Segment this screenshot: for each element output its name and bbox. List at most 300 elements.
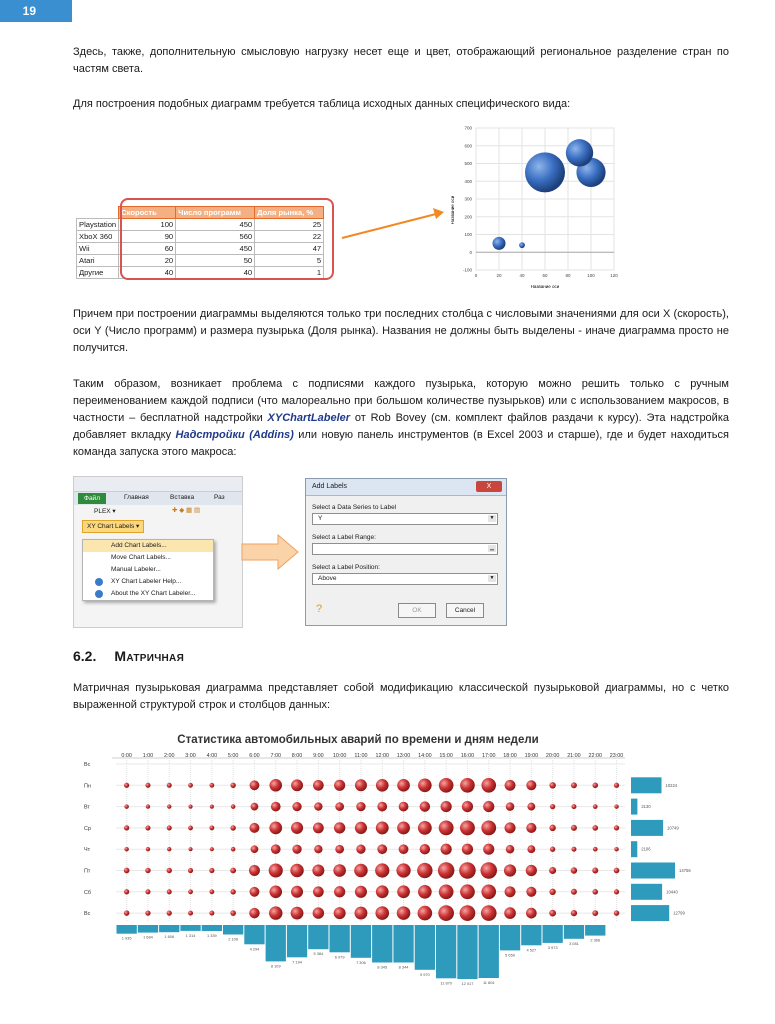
matrix-bubble: [375, 863, 389, 877]
day-total-label: 2130: [641, 804, 651, 810]
hour-label: 4:00: [206, 753, 218, 759]
chevron-down-icon: ▼: [489, 575, 495, 581]
hour-label: 7:00: [270, 753, 281, 759]
table-header: Скорость: [119, 207, 176, 219]
hour-label: 23:00: [609, 753, 624, 759]
row-name: XboX 360: [77, 231, 119, 243]
x-tick-label: 0: [474, 273, 478, 278]
cell: 100: [119, 219, 176, 231]
close-button[interactable]: X: [476, 481, 502, 492]
help-icon: [95, 578, 103, 586]
position-label: Select a Label Position:: [312, 564, 380, 571]
menu-label: Manual Labeler...: [111, 566, 161, 573]
chevron-down-icon: ▼: [489, 515, 495, 521]
y-tick-label: 100: [464, 232, 472, 237]
cell: 22: [255, 231, 324, 243]
day-total-label: 14756: [679, 868, 691, 873]
day-label: Ср: [84, 825, 91, 832]
matrix-bubble: [505, 886, 516, 897]
matrix-bubble: [526, 908, 537, 919]
matrix-bubble: [188, 805, 192, 809]
matrix-bubble: [377, 844, 387, 854]
matrix-bubble: [483, 801, 494, 812]
day-total-bar: [631, 820, 663, 836]
paragraph-5: Матричная пузырьковая диаграмма представляет собой модификацию классической пузырьковой диаграммы, но с четко выраженной структурой строк и столбцов данных:: [73, 682, 729, 711]
matrix-bubble: [592, 889, 598, 895]
matrix-bubble: [333, 864, 346, 877]
x-tick-label: 20: [496, 273, 502, 278]
hour-total-label: 11 870: [440, 980, 452, 986]
day-total-bar: [631, 799, 637, 815]
matrix-bubble: [593, 804, 598, 809]
cell: 25: [255, 219, 324, 231]
x-tick-label: 80: [565, 273, 571, 278]
matrix-bubble: [418, 779, 432, 793]
x-tick-label: 100: [587, 273, 595, 278]
hour-total-bar: [415, 925, 435, 970]
matrix-bubble: [210, 847, 214, 851]
info-icon: [95, 590, 103, 598]
series-value: Y: [318, 515, 323, 522]
matrix-bubble: [481, 905, 497, 921]
matrix-bubble: [269, 863, 283, 877]
matrix-bubble: [399, 844, 409, 854]
day-label: Вс: [84, 762, 91, 768]
day-label: Чт: [84, 847, 91, 854]
day-label: Пн: [84, 783, 91, 790]
hour-label: 20:00: [545, 753, 560, 759]
table-header: Число программ: [176, 207, 255, 219]
matrix-bubble: [188, 825, 193, 830]
hour-label: 6:00: [249, 753, 260, 759]
hour-total-bar: [138, 925, 158, 933]
matrix-bubble: [481, 884, 496, 899]
hour-total-label: 1 606: [164, 934, 175, 940]
table-header: Доля рынка, %: [255, 207, 324, 219]
matrix-bubble: [145, 868, 150, 873]
cell: 1: [255, 267, 324, 279]
matrix-bubble-chart: [74, 726, 714, 1024]
hour-label: 21:00: [567, 753, 581, 759]
row-name: Другие: [77, 267, 119, 279]
hour-total-label: 5 384: [313, 951, 324, 957]
matrix-bubble: [549, 782, 555, 788]
hour-total-label: 1 339: [206, 933, 217, 938]
matrix-bubble: [376, 885, 389, 898]
row-name: Atari: [77, 255, 119, 267]
matrix-bubble: [441, 844, 452, 855]
cell: 40: [176, 267, 255, 279]
hour-label: 11:00: [354, 753, 368, 759]
matrix-bubble: [376, 821, 389, 834]
matrix-bubble: [209, 889, 214, 894]
day-total-bar: [631, 777, 662, 793]
menu-manual-labeler[interactable]: [83, 564, 213, 576]
hour-total-bar: [330, 925, 350, 952]
position-value: Above: [318, 575, 337, 582]
matrix-bubble: [571, 910, 577, 916]
matrix-bubble: [355, 907, 368, 920]
y-axis-label: Название оси: [450, 195, 455, 225]
hour-total-bar: [564, 925, 584, 939]
matrix-bubble: [527, 803, 535, 811]
matrix-bubble: [209, 783, 214, 788]
matrix-bubble: [614, 910, 619, 915]
hour-total-label: 11 804: [482, 980, 495, 985]
hour-total-bar: [287, 925, 307, 957]
cancel-button[interactable]: Cancel: [446, 603, 484, 618]
hour-total-label: 9 970: [419, 971, 430, 977]
matrix-bubble: [335, 845, 344, 854]
xy-chart-labels-button[interactable]: XY Chart Labels ▾: [82, 520, 144, 533]
add-labels-dialog: [305, 478, 507, 626]
matrix-bubble: [231, 847, 236, 852]
x-axis-label: Название оси: [530, 284, 560, 289]
matrix-bubble: [334, 780, 345, 791]
matrix-bubble: [439, 820, 454, 835]
selection-highlight: [120, 198, 334, 280]
matrix-bubble: [571, 782, 577, 788]
hour-total-label: 3 973: [547, 944, 558, 950]
excel-menu-screenshot: [73, 476, 243, 628]
day-label: Вт: [84, 804, 90, 811]
hour-total-label: 2 366: [590, 937, 601, 943]
matrix-bubble: [526, 865, 537, 876]
matrix-bubble: [571, 889, 577, 895]
matrix-bubble: [526, 887, 536, 897]
hour-total-bar: [244, 925, 264, 944]
hour-label: 13:00: [396, 753, 411, 759]
matrix-bubble: [354, 864, 368, 878]
hour-total-bar: [202, 925, 222, 931]
matrix-bubble: [269, 886, 282, 899]
matrix-bubble: [145, 825, 150, 830]
matrix-bubble: [146, 847, 150, 851]
hour-total-bar: [436, 925, 456, 978]
matrix-bubble: [188, 868, 193, 873]
matrix-bubble: [124, 804, 128, 809]
hour-total-bar: [585, 925, 605, 936]
tab-insert[interactable]: Вставка: [170, 494, 195, 501]
hour-label: 1:00: [142, 753, 154, 759]
matrix-bubble: [167, 868, 172, 873]
hour-total-label: 2 106: [228, 936, 239, 942]
matrix-bubble: [230, 825, 235, 830]
hour-label: 10:00: [332, 753, 347, 759]
hour-label: 15:00: [439, 753, 453, 759]
text: от Rob Bovey (см. комплект файлов раздачи к курсу). Эта надстройка добавляет вкладку: [73, 412, 729, 441]
hour-total-bar: [117, 925, 137, 934]
menu-label: Move Chart Labels...: [111, 554, 171, 561]
matrix-bubble: [335, 802, 344, 811]
matrix-bubble: [334, 822, 345, 833]
matrix-bubble: [230, 868, 236, 874]
matrix-bubble: [462, 801, 473, 812]
matrix-bubble: [230, 783, 235, 788]
matrix-bubble: [459, 862, 476, 879]
matrix-bubble: [481, 821, 496, 836]
matrix-bubble: [549, 889, 555, 895]
matrix-bubble: [506, 845, 515, 854]
matrix-bubble: [356, 845, 365, 854]
hour-total-label: 1 935: [121, 935, 132, 941]
matrix-bubble: [146, 804, 150, 808]
arrow-right-icon: [340, 200, 450, 245]
cell: 47: [255, 243, 324, 255]
chart-title: Статистика автомобильных аварий по времени и дням недели: [177, 734, 539, 746]
cell: 90: [119, 231, 176, 243]
matrix-bubble: [614, 825, 619, 830]
matrix-bubble: [418, 906, 433, 921]
matrix-bubble: [250, 887, 260, 897]
y-tick-label: 500: [464, 161, 472, 166]
hour-label: 3:00: [185, 753, 196, 759]
hour-label: 16:00: [460, 753, 475, 759]
matrix-bubble: [526, 780, 536, 790]
x-tick-label: 60: [542, 273, 548, 278]
matrix-bubble: [314, 845, 322, 853]
cell: 5: [255, 255, 324, 267]
matrix-bubble: [504, 864, 516, 876]
matrix-bubble: [292, 845, 301, 854]
tab-file[interactable]: Файл: [78, 493, 106, 504]
x-tick-label: 120: [610, 273, 618, 278]
matrix-bubble: [549, 910, 556, 917]
matrix-bubble: [209, 868, 214, 873]
series-label: Select a Data Series to Label: [312, 504, 397, 511]
matrix-bubble: [460, 820, 475, 835]
hour-total-label: 6 079: [334, 954, 345, 960]
day-total-bar: [631, 905, 669, 921]
matrix-bubble: [592, 825, 598, 831]
hour-label: 18:00: [503, 753, 517, 759]
matrix-bubble: [397, 906, 411, 920]
day-total-label: 2106: [641, 846, 651, 852]
menu-move-chart-labels[interactable]: [83, 552, 213, 564]
paragraph-3: Причем при построении диаграммы выделяются только три последних столбца с числовыми значениями для оси X (скорость), оси Y (Число программ) и размера пузырька (Доля рынка). Названия не должны быть выделены - иначе диаграмма просто не получится.: [73, 308, 729, 354]
matrix-bubble: [355, 779, 367, 791]
matrix-bubble: [271, 844, 281, 854]
hour-total-label: 1 314: [185, 932, 196, 938]
text: Таким образом, возникает проблема с подписями каждого пузырька, которую можно решить только с ручным переименованием каждой подписи (что малореально при большом количестве пузырьков) или с использованием макросов, в частности – бесплатной надстройки: [73, 378, 729, 424]
tab-home[interactable]: Главная: [124, 494, 149, 501]
matrix-bubble: [399, 802, 409, 812]
matrix-bubble: [481, 862, 497, 878]
matrix-bubble: [124, 783, 129, 788]
matrix-bubble: [438, 862, 455, 879]
menu-about[interactable]: [83, 588, 213, 600]
xy-dropdown-menu: [82, 539, 214, 601]
matrix-bubble: [505, 780, 516, 791]
y-tick-label: 400: [464, 178, 472, 184]
paragraph-4: [73, 376, 729, 461]
hour-total-label: 12 017: [461, 981, 474, 986]
hour-total-bar: [180, 925, 200, 931]
hour-total-bar: [351, 925, 371, 958]
dialog-title: Add Labels: [306, 479, 506, 496]
matrix-bubble: [313, 907, 324, 918]
help-bulb-icon[interactable]: ?: [316, 603, 323, 615]
matrix-bubble: [230, 889, 235, 894]
matrix-bubble: [483, 844, 494, 855]
day-total-label: 10749: [667, 825, 679, 831]
matrix-bubble: [592, 867, 598, 873]
cell: 560: [176, 231, 255, 243]
matrix-bubble: [291, 907, 304, 920]
matrix-bubble: [291, 886, 303, 898]
matrix-bubble: [355, 822, 367, 834]
arrow-right-icon: [240, 532, 302, 572]
matrix-bubble: [506, 802, 515, 811]
day-total-bar: [631, 863, 675, 879]
matrix-bubble: [167, 804, 171, 808]
hour-total-label: 8 344: [398, 964, 409, 970]
bubble-другие: [519, 242, 525, 248]
matrix-bubble: [231, 804, 236, 809]
matrix-bubble: [396, 863, 410, 877]
hour-total-bar: [223, 925, 243, 935]
menu-add-chart-labels[interactable]: [83, 540, 213, 552]
matrix-bubble: [145, 783, 150, 788]
matrix-bubble: [614, 868, 620, 874]
matrix-bubble: [460, 778, 475, 793]
matrix-bubble: [614, 783, 619, 788]
matrix-bubble: [167, 783, 172, 788]
range-input[interactable]: [312, 543, 498, 555]
matrix-bubble: [292, 802, 301, 811]
day-total-label: 10224: [665, 782, 678, 788]
matrix-bubble: [571, 804, 576, 809]
matrix-bubble: [462, 844, 473, 855]
y-tick-label: 600: [464, 143, 472, 149]
range-picker-icon[interactable]: ▁: [488, 545, 496, 552]
matrix-bubble: [549, 867, 556, 874]
text: или новую панель инструментов (в Excel 2003 и старше), где и будет находиться команда запуска этого макроса:: [73, 429, 729, 458]
matrix-bubble: [313, 780, 324, 791]
addins-tab-name: Надстройки (Addins): [175, 429, 294, 441]
matrix-bubble: [505, 822, 516, 833]
matrix-bubble: [290, 864, 303, 877]
matrix-bubble: [124, 868, 130, 874]
matrix-bubble: [188, 889, 193, 894]
hour-total-label: 7 306: [356, 959, 366, 965]
matrix-bubble: [124, 910, 129, 916]
matrix-bubble: [592, 910, 598, 916]
matrix-bubble: [210, 805, 214, 809]
matrix-bubble: [417, 863, 432, 878]
hour-total-label: 4 527: [526, 947, 537, 953]
paragraph-1: Здесь, также, дополнительную смысловую нагрузку несет еще и цвет, отображающий региональное разделение стран по частям света.: [73, 46, 729, 75]
hour-total-bar: [393, 925, 413, 963]
row-name: Wii: [77, 243, 119, 255]
matrix-bubble: [571, 867, 578, 874]
cell: 50: [176, 255, 255, 267]
matrix-bubble: [314, 802, 322, 810]
matrix-bubble: [418, 885, 432, 899]
ok-button[interactable]: OK: [398, 603, 436, 618]
matrix-bubble: [571, 825, 577, 831]
hour-total-label: 8 109: [270, 963, 281, 969]
y-tick-label: 700: [464, 125, 472, 131]
matrix-bubble: [167, 910, 172, 915]
matrix-bubble: [167, 889, 172, 894]
hour-total-label: 5 659: [505, 952, 515, 958]
hour-total-bar: [372, 925, 392, 963]
matrix-bubble: [249, 908, 259, 918]
matrix-bubble: [124, 825, 129, 830]
matrix-bubble: [230, 910, 236, 916]
hour-total-bar: [543, 925, 563, 943]
hour-label: 19:00: [524, 753, 539, 759]
row-name: Playstation: [77, 219, 119, 231]
day-label: Пт: [84, 868, 91, 875]
hour-total-bar: [457, 925, 477, 979]
matrix-bubble: [269, 906, 282, 919]
y-tick-label: 200: [464, 214, 472, 220]
hour-total-label: 7 194: [292, 959, 302, 965]
hour-label: 5:00: [227, 753, 239, 759]
matrix-bubble: [334, 907, 346, 919]
matrix-bubble: [251, 803, 259, 811]
position-select[interactable]: [312, 573, 498, 585]
matrix-bubble: [592, 783, 598, 789]
matrix-bubble: [291, 822, 303, 834]
matrix-bubble: [209, 911, 214, 916]
matrix-bubble: [124, 847, 128, 852]
matrix-bubble: [549, 825, 555, 831]
matrix-bubble: [481, 778, 496, 793]
matrix-bubble: [167, 825, 172, 830]
section-heading: [73, 648, 184, 664]
hour-label: 8:00: [291, 753, 303, 759]
day-total-bar: [631, 841, 637, 857]
plex-button[interactable]: PLEX ▾: [94, 508, 116, 515]
menu-label: About the XY Chart Labeler...: [111, 590, 196, 597]
day-total-label: 12799: [673, 910, 685, 916]
matrix-bubble: [397, 885, 410, 898]
matrix-bubble: [291, 779, 303, 791]
range-label: Select a Label Range:: [312, 534, 376, 541]
matrix-bubble: [145, 910, 150, 915]
toolbar-icons[interactable]: ✚ ◆ ▦ ▤: [172, 507, 201, 514]
cell: 20: [119, 255, 176, 267]
menu-help[interactable]: [83, 576, 213, 588]
series-select[interactable]: [312, 513, 498, 525]
hour-label: 0:00: [121, 753, 132, 759]
hour-label: 2:00: [164, 753, 175, 759]
matrix-bubble: [269, 779, 282, 792]
y-tick-label: 0: [469, 249, 472, 255]
hour-total-bar: [266, 925, 286, 961]
matrix-bubble: [271, 802, 281, 812]
matrix-bubble: [460, 884, 475, 899]
hour-label: 22:00: [588, 753, 602, 759]
page-number: 19: [0, 0, 72, 22]
matrix-bubble: [571, 847, 576, 852]
hour-label: 14:00: [418, 753, 432, 759]
day-total-bar: [631, 884, 662, 900]
bubble-xbox-360: [566, 139, 593, 166]
matrix-bubble: [250, 780, 260, 790]
tab-more[interactable]: Раз: [214, 494, 225, 501]
y-tick-label: -100: [462, 267, 472, 273]
matrix-bubble: [420, 801, 430, 811]
matrix-bubble: [313, 822, 324, 833]
hour-label: 9:00: [313, 753, 324, 759]
matrix-bubble: [460, 905, 476, 921]
matrix-bubble: [377, 802, 387, 812]
day-label: Сб: [84, 889, 91, 896]
